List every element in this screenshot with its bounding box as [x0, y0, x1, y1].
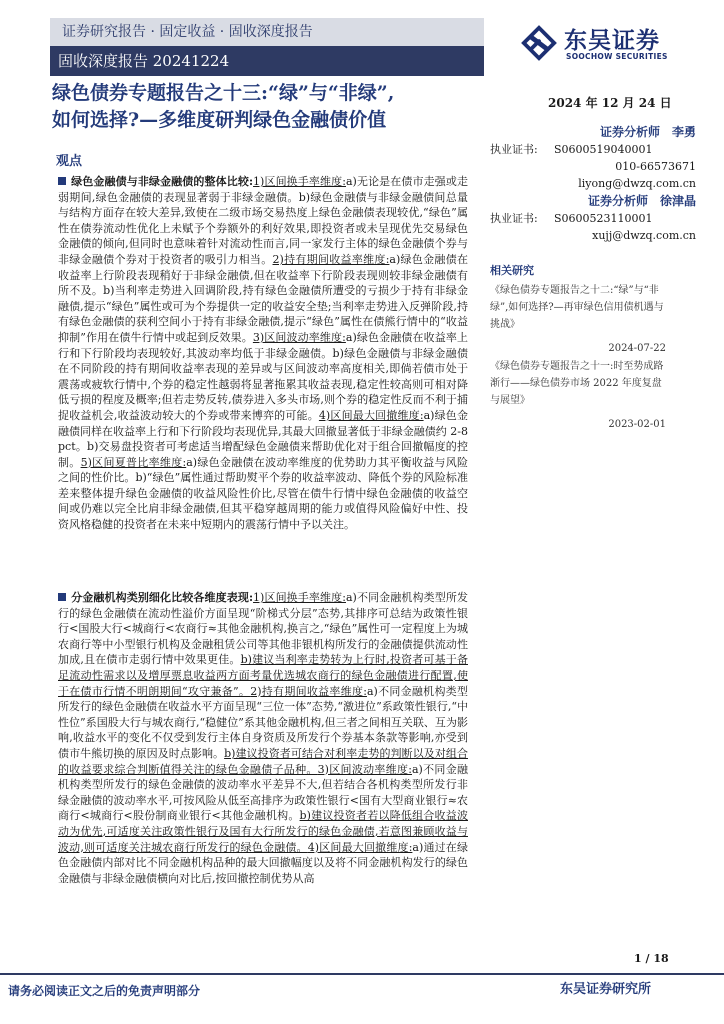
- analyst-email[interactable]: xujj@dwzq.com.cn: [592, 229, 696, 242]
- analyst-role: 证券分析师 李勇: [599, 125, 696, 139]
- analyst-block-2: [490, 193, 696, 244]
- footer-company: 东吴证券研究所: [560, 982, 652, 997]
- page-number: 1 / 18: [634, 952, 669, 965]
- related-research-heading: 相关研究: [490, 264, 534, 277]
- point-label: 2)持有期间收益率维度:: [250, 684, 367, 698]
- related-item[interactable]: [490, 358, 666, 433]
- analyst-phone: 010-66573671: [615, 160, 696, 173]
- point-recommendation: b)建议当利率走势转为上行时,投资者可基于备足流动性需求以及增厚票息收益两方面考量优选城农商行的绿色金融债进行配置,使于在债市行情不明朗期间“攻守兼备”。: [58, 653, 468, 698]
- analyst-role: 证券分析师 徐津晶: [587, 194, 696, 208]
- report-date: 2024 年 12 月 24 日: [548, 96, 672, 110]
- breadcrumb: 证券研究报告 · 固定收益 · 固收深度报告: [50, 18, 484, 46]
- section-by-institution: [58, 590, 468, 886]
- disclaimer-note: 请务必阅读正文之后的免责声明部分: [8, 984, 201, 998]
- related-item[interactable]: [490, 282, 666, 357]
- point-label: 3)区间波动率维度:: [252, 330, 346, 344]
- section-heading: 分金融机构类别细化比较各维度表现:: [71, 591, 254, 604]
- point-text: a)不同金融机构类型所发行的绿色金融债的波动率水平差异不大,但若结合各机构类型所发行非绿金融债的波动率水平,可按风险从低至高排序为政策性银行<国有大型商业银行≈农商行<城商行<股份制商业银行<其他金融机构。: [58, 762, 469, 823]
- title-line-1: 绿色债券专题报告之十三:“绿”与“非绿”,: [52, 82, 395, 104]
- logo-en-text: SOOCHOW SECURITIES: [566, 52, 668, 61]
- bullet-square-icon: [58, 177, 66, 185]
- cert-number: S0600519040001: [554, 143, 653, 156]
- point-text: a)绿色金融债同样在收益率上行和下行阶段均表现优异,其最大回撤显著低于非绿金融债约 2-8 pct。b)交易盘投资者可考虑适当增配绿色金融债来帮助优化对于组合回撤幅度的控制。: [58, 408, 468, 469]
- analyst-block-1: [490, 124, 696, 192]
- viewpoint-heading: 观点: [56, 154, 83, 169]
- report-title: [52, 80, 482, 134]
- cert-label: 执业证书:: [490, 212, 538, 225]
- point-text: a)不同金融机构类型所发行的绿色金融债在流动性溢价方面呈现“阶梯式分层”态势,其排序可总结为政策性银行<国股大行<城商行<农商行≈其他金融机构,换言之,“绿色”属性可一定程度上为城农商行等中小型银行机构及金融租赁公司等其他非银机构所发行的金融债提供流动性加成,且在债市走弱行情中效果更佳。: [58, 591, 468, 667]
- point-text: a)通过在绿色金融债内部对比不同金融机构品种的最大回撤幅度以及将不同金融机构发行的绿色金融债与非绿金融债横向对比后,按回撤控制优势从高: [58, 840, 468, 885]
- section-overall-comparison: [58, 174, 468, 533]
- footer-divider: [0, 973, 724, 975]
- company-logo: [520, 22, 680, 66]
- point-text: a)无论是在债市走强或走弱期间,绿色金融债的表现显著弱于非绿金融债。b)绿色金融债与非绿金融债间总量与结构方面存在较大差异,致使在二级市场交易热度上绿色金融债表现较优,“绿色”属性在债券流动性优化上未赋予个券额外的利好效果,即投资者或未呈现优先交易绿色金融债的倾向,但同时也意味着针对流动性而言,同一家发行主体的绿色金融债个券与非绿金融债个券对于投资者的吸引力相当。: [58, 175, 468, 266]
- point-label: 4)区间最大回撤维度:: [318, 408, 424, 422]
- point-label: 3)区间波动率维度:: [317, 762, 412, 776]
- related-item-date: 2023-02-01: [608, 419, 666, 430]
- analyst-email[interactable]: liyong@dwzq.com.cn: [578, 177, 696, 190]
- cert-number: S0600523110001: [554, 212, 653, 225]
- point-text: a)绿色金融债在收益率上行阶段表现稍好于非绿金融债,但在收益率下行阶段表现则较非绿金融债有所不及。b)当利率走势进入回调阶段,持有绿色金融债所遭受的亏损少于持有非绿金融债,提示“绿色”属性或可为个券提供一定的收益安全垫;当利率走势进入反弹阶段,持有绿色金融债的获利空间小于持有非绿金融债,提示“绿色”属性在债熊行情中的“收益抑制”作用在债牛行情中或起到反效果。: [58, 252, 469, 344]
- point-label: 4)区间最大回撤维度:: [307, 840, 413, 854]
- point-recommendation: b)建议投资者若以降低组合收益波动为优先,可适度关注政策性银行及国有大行所发行的绿色金融债,若意图兼顾收益与波动,则可适度关注城农商行所发行的绿色金融债。: [58, 809, 468, 854]
- related-item-title[interactable]: 《绿色债券专题报告之十二:“绿”与“非绿”,如何选择?—再审绿色信用债机遇与挑战》: [490, 285, 664, 330]
- cert-label: 执业证书:: [490, 143, 538, 156]
- title-line-2: 如何选择?—多维度研判绿色金融债价值: [52, 109, 387, 131]
- point-label: 1)区间换手率维度:: [253, 175, 346, 188]
- related-item-title[interactable]: 《绿色债券专题报告之十一:时至势成路渐行——绿色债券市场 2022 年度复盘与展望》: [490, 361, 664, 406]
- point-label: 2)持有期间收益率维度:: [272, 252, 390, 266]
- soochow-logo-icon: [520, 24, 558, 62]
- point-text: a)不同金融机构类型所发行的绿色金融债在收益水平方面呈现“三位一体”态势,“激进位”系政策性银行,“中性位”系国股大行与城农商行,“稳健位”系其他金融机构,但三者之间相互关联、互为影响,收益水平的变化不仅受到发行主体自身资质及所发行个券基本条款等影响,亦受到债市牛熊切换的原因及时点影响。: [58, 684, 469, 760]
- point-text: a)绿色金融债在收益率上行和下行阶段均表现较好,其波动率均低于非绿金融债。b)绿色金融债与非绿金融债在不同阶段的持有期间收益率表现的差异或与区间波动率高度相关,即倘若债市处于震荡或疲软行情中,个券的稳定性越弱将显著拖累其收益表现,稳定性较高则可相对降低亏损的程度及概率;但若走势反转,债券进入多头市场,则个券的稳定性反而不利于捕捉收益机会,收益波动较大的个券或带来博弈的可能。: [58, 330, 468, 422]
- section-heading: 绿色金融债与非绿金融债的整体比较:: [71, 175, 254, 188]
- point-label: 5)区间夏普比率维度:: [80, 455, 187, 469]
- point-text: a)绿色金融债在波动率维度的优势助力其平衡收益与风险之间的性价比。b)“绿色”属性通过帮助熨平个券的收益率波动、降低个券的风险标准差来整体提升绿色金融债的收益风险性价比,尽管在债牛行情中绿色金融债的收益空间或仍难以完全比肩非绿金融债,但其平稳穿越周期的能力或值得风险偏好中性、投资风格稳健的投资者在未来中短期内的震荡行情中予以关注。: [58, 455, 469, 532]
- bullet-square-icon: [58, 593, 66, 601]
- point-recommendation: b)建议投资者可结合对利率走势的判断以及对组合的收益要求综合判断值得关注的绿色金融债子品种。: [58, 746, 468, 776]
- report-tag: 固收深度报告 20241224: [50, 46, 484, 76]
- related-item-date: 2024-07-22: [608, 343, 666, 354]
- point-label: 1)区间换手率维度:: [253, 591, 346, 604]
- logo-cn-text: 东吴证券: [564, 28, 660, 54]
